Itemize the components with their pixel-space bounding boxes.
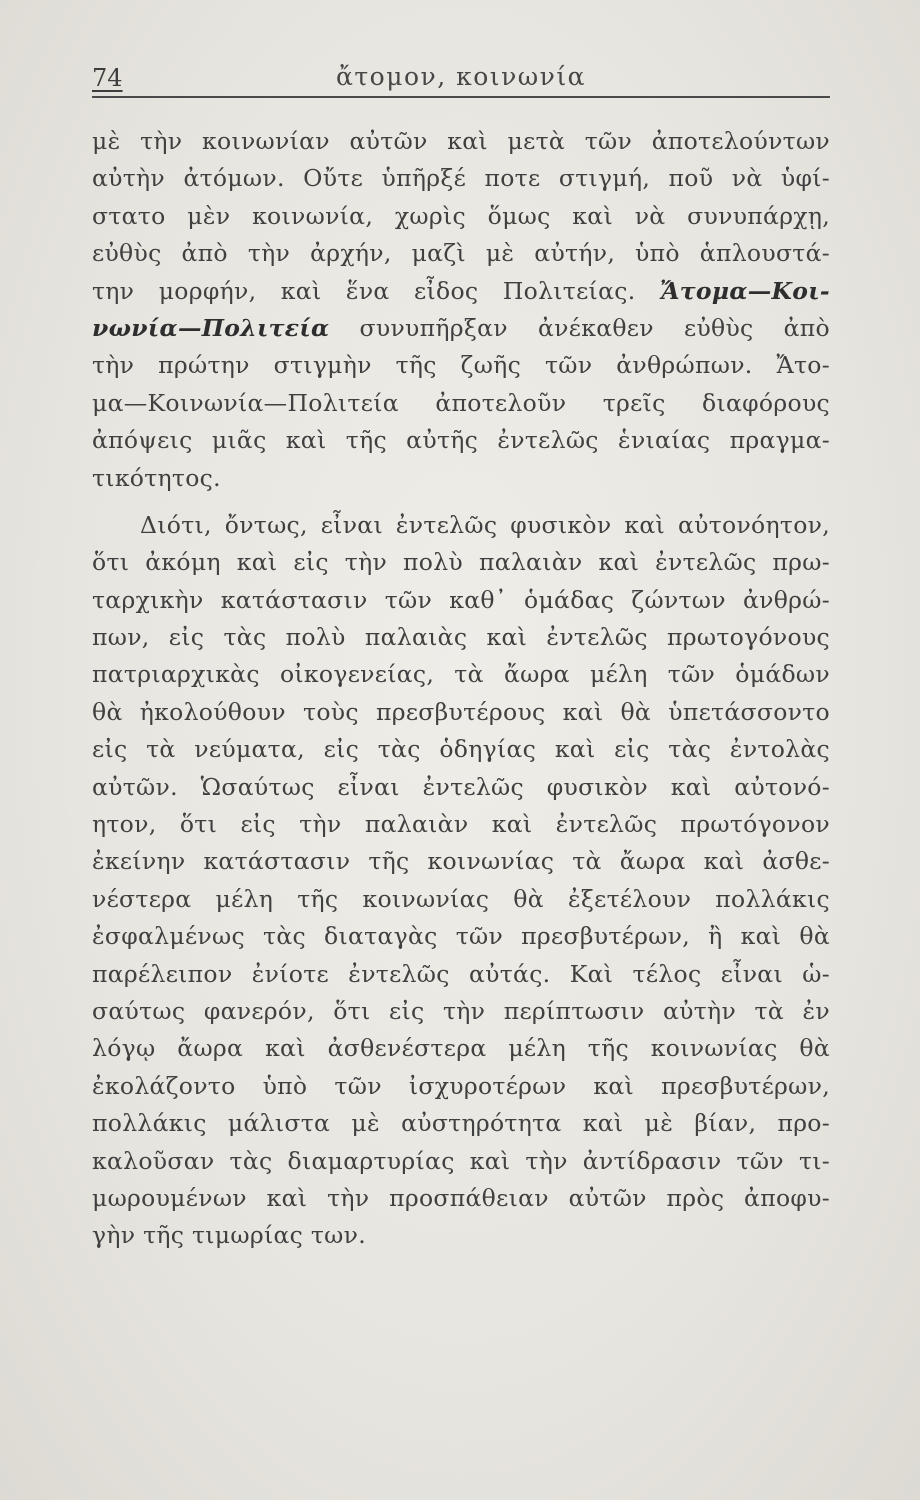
text-line: σαύτως φανερόν, ὅτι εἰς τὴν περίπτωσιν αὐτὴν τὰ ἐν	[92, 996, 830, 1025]
text-line: ἐκείνην κατάστασιν τῆς κοινωνίας τὰ ἄωρα καὶ ἀσθε-	[92, 847, 830, 876]
text-line: νέστερα μέλη τῆς κοινωνίας θὰ ἐξετέλουν πολλάκις	[92, 884, 830, 913]
text-line: πολλάκις μάλιστα μὲ αὐστηρότητα καὶ μὲ βίαν, προ-	[92, 1109, 830, 1138]
paragraph-2	[92, 507, 830, 1255]
text-line: μωρουμένων καὶ τὴν προσπάθειαν αὐτῶν πρὸς ἀποφυ-	[92, 1183, 830, 1212]
text-line: πατριαρχικὰς οἰκογενείας, τὰ ἄωρα μέλη τῶν ὁμάδων	[92, 660, 830, 689]
text-line: γὴν τῆς τιμωρίας των.	[92, 1221, 366, 1250]
text-line: τικότητος.	[92, 463, 221, 492]
body-text	[92, 123, 830, 1255]
text-line: καλοῦσαν τὰς διαμαρτυρίας καὶ τὴν ἀντίδρασιν τῶν τι-	[92, 1146, 830, 1175]
text-segment: συνυπῆρξαν ἀνέκαθεν εὐθὺς ἀπὸ	[359, 313, 830, 342]
text-line: ἀπόψεις μιᾶς καὶ τῆς αὐτῆς ἐντελῶς ἑνιαίας πραγμα-	[92, 426, 830, 455]
text-line: τὴν πρώτην στιγμὴν τῆς ζωῆς τῶν ἀνθρώπων. Ἄτο-	[92, 351, 830, 380]
text-line: λόγῳ ἄωρα καὶ ἀσθενέστερα μέλη τῆς κοινωνίας θὰ	[92, 1034, 830, 1063]
text-line: μὲ τὴν κοινωνίαν αὐτῶν καὶ μετὰ τῶν ἀποτελούντων	[92, 127, 830, 155]
text-line: εἰς τὰ νεύματα, εἰς τὰς ὁδηγίας καὶ εἰς τὰς ἐντολὰς	[92, 735, 830, 764]
text-line: πων, εἰς τὰς πολὺ παλαιὰς καὶ ἐντελῶς πρωτογόνους	[92, 623, 830, 652]
text-line: ητον, ὅτι εἰς τὴν παλαιὰν καὶ ἐντελῶς πρωτόγονον	[92, 810, 830, 839]
text-segment: την μορφήν, καὶ ἕνα εἶδος Πολιτείας.	[92, 276, 636, 305]
text-line: αὐτῶν. Ὡσαύτως εἶναι ἐντελῶς φυσικὸν καὶ αὐτονό-	[92, 772, 830, 801]
text-line: μα—Κοινωνία—Πολιτεία ἀποτελοῦν τρεῖς διαφόρους	[92, 388, 830, 417]
text-line: Διότι, ὄντως, εἶναι ἐντελῶς φυσικὸν καὶ αὐτονόητον,	[140, 510, 830, 539]
emphasized-text: νωνία—Πολιτεία	[92, 313, 330, 342]
text-line: ἐκολάζοντο ὑπὸ τῶν ἰσχυροτέρων καὶ πρεσβυτέρων,	[92, 1071, 830, 1100]
text-line: ἐσφαλμένως τὰς διαταγὰς τῶν πρεσβυτέρων, ἢ καὶ θὰ	[92, 922, 830, 951]
text-line: ταρχικὴν κατάστασιν τῶν καθ᾽ ὁμάδας ζώντων ἀνθρώ-	[92, 585, 830, 614]
text-line: παρέλειπον ἐνίοτε ἐντελῶς αὐτάς. Καὶ τέλος εἶναι ὡ-	[92, 959, 830, 988]
emphasized-text: Ἄτομα—Κοι-	[659, 276, 830, 305]
text-line: θὰ ἠκολούθουν τοὺς πρεσβυτέρους καὶ θὰ ὑπετάσσοντο	[92, 697, 830, 726]
running-title: ἄτομον, κοινωνία	[335, 62, 587, 91]
page-header	[92, 62, 830, 98]
page-number: 74	[92, 64, 123, 92]
text-line: στατο μὲν κοινωνία, χωρὶς ὅμως καὶ νὰ συνυπάρχῃ,	[92, 201, 830, 230]
text-line: εὐθὺς ἀπὸ τὴν ἀρχήν, μαζὶ μὲ αὐτήν, ὑπὸ ἁπλουστά-	[92, 239, 830, 268]
text-line	[92, 273, 830, 310]
text-line: αὐτὴν ἀτόμων. Οὔτε ὑπῆρξέ ποτε στιγμή, ποῦ νὰ ὑφί-	[92, 164, 830, 193]
text-line: ὅτι ἀκόμη καὶ εἰς τὴν πολὺ παλαιὰν καὶ ἐντελῶς πρω-	[92, 548, 830, 577]
text-line	[92, 310, 830, 347]
paragraph-1	[92, 123, 830, 497]
